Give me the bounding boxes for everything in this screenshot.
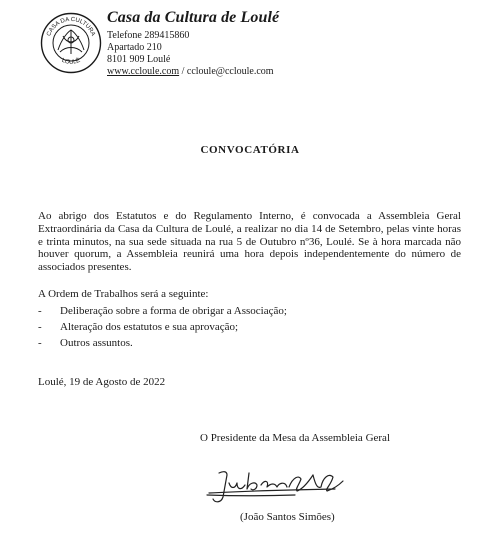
signer-name: (João Santos Simões) xyxy=(240,511,335,523)
web-contacts xyxy=(107,66,274,78)
date-line: Loulé, 19 de Agosto de 2022 xyxy=(38,376,166,388)
agenda-item-text: Alteração dos estatutos e sua aprovação; xyxy=(60,321,239,333)
agenda-title: A Ordem de Trabalhos será a seguinte: xyxy=(38,288,209,300)
agenda-item xyxy=(38,303,287,319)
org-logo-seal-icon xyxy=(40,12,102,74)
agenda-item xyxy=(38,335,287,351)
organization-name: Casa da Cultura de Loulé xyxy=(107,9,280,26)
convocation-paragraph: Ao abrigo dos Estatutos e do Regulamento Interno, é convocada a Assembleia Geral Extraordinária da Casa da Cultura de Loulé, a realizar no dia 14 de Setembro, pelas vinte horas e trinta minutos, na sua sede situada na rua 5 de Outubro nº36, Loulé. Se à hora marcada não houver quorum, a Assembleia reunirá uma hora depois independentemente do número de associados presentes. xyxy=(38,210,461,274)
signer-title: O Presidente da Mesa da Assembleia Geral xyxy=(200,432,390,444)
agenda-bullet: - xyxy=(38,305,42,317)
email-address[interactable]: ccloule@ccloule.com xyxy=(186,66,274,77)
website-link[interactable]: www.ccloule.com xyxy=(107,66,180,77)
contact-separator: / xyxy=(179,66,187,77)
handwritten-signature-icon xyxy=(205,463,365,509)
agenda-item-text: Deliberação sobre a forma de obrigar a Associação; xyxy=(60,305,287,317)
agenda-bullet: - xyxy=(38,337,42,349)
phone-number: Telefone 289415860 xyxy=(107,30,190,41)
svg-text:LOULÉ xyxy=(61,57,82,66)
logo-top-text: CASA DA CULTURA xyxy=(46,16,96,38)
agenda-item-text: Outros assuntos. xyxy=(60,337,133,349)
logo-bottom-text: LOULÉ xyxy=(60,57,82,66)
agenda-item xyxy=(38,319,287,335)
po-box: Apartado 210 xyxy=(107,42,162,53)
document-heading: CONVOCATÓRIA xyxy=(200,144,300,156)
agenda-list xyxy=(38,303,287,351)
postal-code: 8101 909 Loulé xyxy=(107,54,171,65)
agenda-bullet: - xyxy=(38,321,42,333)
